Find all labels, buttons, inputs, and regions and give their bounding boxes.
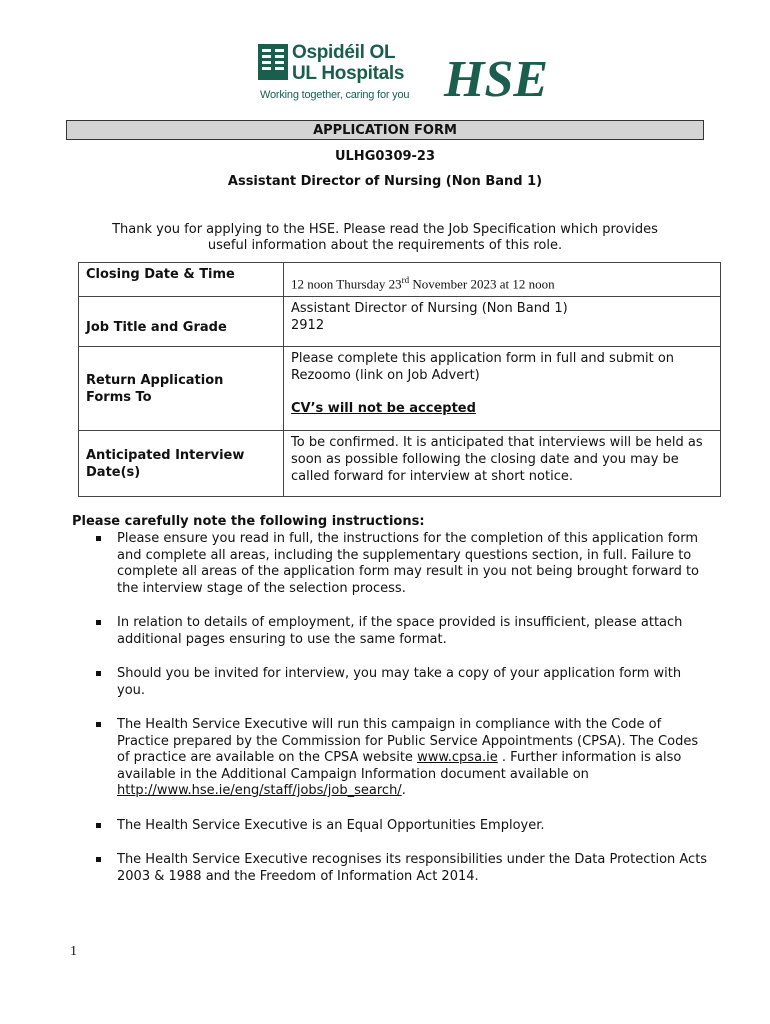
- interview-date-label-text: Anticipated Interview Date(s): [86, 447, 245, 480]
- bullet-icon: [96, 857, 101, 862]
- hospital-name-irish: Ospidéil OL: [292, 42, 396, 63]
- hospital-tagline: Working together, caring for you: [260, 89, 410, 101]
- closing-date-ordinal: rd: [401, 275, 410, 285]
- bullet-icon: [96, 823, 101, 828]
- closing-date-value: [284, 263, 721, 297]
- closing-date-part: 12 noon Thursday 23: [291, 276, 402, 292]
- page-number: 1: [70, 944, 77, 959]
- intro-line-2: useful information about the requirements of this role.: [207, 238, 563, 253]
- intro-text: [66, 222, 704, 254]
- job-grade-text: 2912: [291, 318, 325, 333]
- table-row: [79, 263, 721, 297]
- instruction-text: Should you be invited for interview, you may take a copy of your application form with you.: [117, 666, 682, 698]
- instructions-list: [92, 531, 712, 901]
- cpsa-website-link[interactable]: www.cpsa.ie: [417, 750, 498, 765]
- return-forms-label: [79, 347, 284, 431]
- job-title-label: Job Title and Grade: [79, 297, 284, 347]
- instruction-text: In relation to details of employment, if the space provided is insufficient, please attach additional pages ensuring to use the same format.: [117, 615, 683, 647]
- intro-line-1: Thank you for applying to the HSE. Please read the Job Specification which provides: [112, 222, 658, 237]
- list-item: [92, 666, 712, 699]
- interview-date-label: [79, 431, 284, 497]
- closing-date-part-2: November 2023 at 12 noon: [409, 276, 555, 292]
- bullet-icon: [96, 671, 101, 676]
- job-title-text: Assistant Director of Nursing (Non Band 1): [291, 301, 568, 316]
- list-item: [92, 818, 712, 835]
- instruction-text: . Further information is also available in the Additional Campaign Information document available on: [117, 750, 682, 782]
- application-form-banner: APPLICATION FORM: [66, 120, 704, 140]
- bullet-icon: [96, 722, 101, 727]
- hse-jobs-link[interactable]: http://www.hse.ie/eng/staff/jobs/job_search/: [117, 783, 402, 798]
- header-logos: [258, 42, 549, 108]
- hse-logo-text: HSE: [444, 51, 549, 108]
- campaign-reference: ULHG0309-23: [334, 149, 436, 164]
- closing-date-label: Closing Date & Time: [79, 263, 284, 297]
- application-details-table: [78, 262, 721, 497]
- instruction-text: The Health Service Executive recognises its responsibilities under the Data Protection Acts 2003 & 1988 and the Freedom of Information Act 2014.: [117, 852, 708, 884]
- job-title-value: [284, 297, 721, 347]
- list-item: [92, 615, 712, 648]
- hospital-name-english: UL Hospitals: [292, 63, 405, 84]
- list-item: [92, 717, 712, 800]
- instructions-title: Please carefully note the following instructions:: [72, 514, 425, 529]
- closing-date-text: [291, 266, 713, 292]
- position-title: Assistant Director of Nursing (Non Band 1): [227, 174, 543, 189]
- list-item: [92, 852, 712, 885]
- bullet-icon: [96, 620, 101, 625]
- cv-not-accepted-note: CV’s will not be accepted: [291, 401, 476, 416]
- instruction-text: Please ensure you read in full, the instructions for the completion of this application form and complete all areas, including the supplementary questions section, in full. Failure to complete all areas of the application form may result in you not being brought forward to the interview stage of the selection process.: [117, 531, 700, 596]
- table-row: [79, 347, 721, 431]
- table-row: [79, 431, 721, 497]
- ul-hospitals-logo-icon: [258, 44, 288, 80]
- instruction-text: The Health Service Executive is an Equal Opportunities Employer.: [117, 817, 545, 833]
- return-forms-label-text: Return Application Forms To: [86, 372, 224, 405]
- instruction-text: .: [401, 783, 406, 798]
- bullet-icon: [96, 536, 101, 541]
- hospital-name: [292, 42, 404, 84]
- return-forms-value: [284, 347, 721, 431]
- table-row: [79, 297, 721, 347]
- instruction-text: The Health Service Executive will run this campaign in compliance with the Code of Practice prepared by the Commission for Public Service Appointments (CPSA). The Codes of practice are available on the CPSA website: [117, 717, 699, 765]
- interview-date-value: To be confirmed. It is anticipated that interviews will be held as soon as possible following the closing date and you may be called forward for interview at short notice.: [284, 431, 721, 497]
- hse-logo-icon: [442, 46, 549, 108]
- return-forms-text: Please complete this application form in full and submit on Rezoomo (link on Job Advert): [291, 351, 675, 383]
- list-item: [92, 531, 712, 597]
